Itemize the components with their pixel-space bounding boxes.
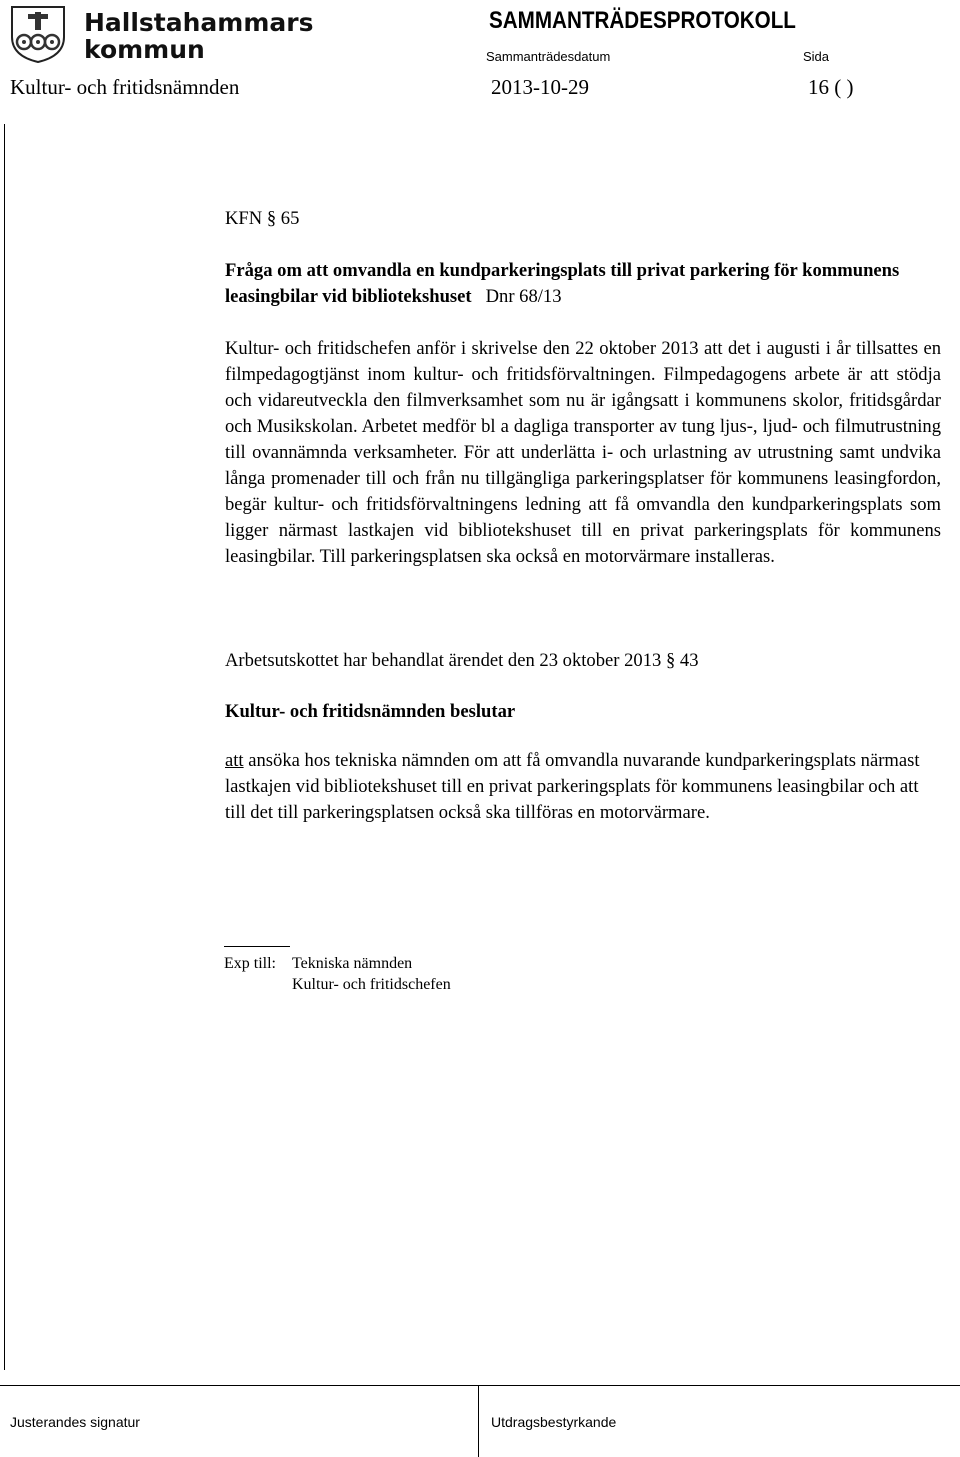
section-title xyxy=(225,258,941,310)
coat-of-arms-icon xyxy=(8,4,68,64)
decision-att: att xyxy=(225,750,244,771)
logo-wordmark-line2: kommun xyxy=(84,35,205,64)
distribution-label: Exp till: xyxy=(224,955,276,972)
meeting-date: 2013-10-29 xyxy=(491,75,589,99)
footer-divider xyxy=(478,1386,479,1457)
distribution-recipient: Kultur- och fritidschefen xyxy=(292,976,451,993)
distribution-list xyxy=(224,953,451,995)
decision-heading: Kultur- och fritidsnämnden beslutar xyxy=(225,701,516,722)
signature-footer xyxy=(0,1385,960,1457)
extract-label: Utdragsbestyrkande xyxy=(491,1414,617,1430)
distribution-recipient: Tekniska nämnden xyxy=(292,955,413,972)
committee-note: Arbetsutskottet har behandlat ärendet den 23 oktober 2013 § 43 xyxy=(225,650,699,671)
margin-rule xyxy=(4,124,5,1370)
decision-body: ansöka hos tekniska nämnden om att få omvandla nuvarande kundparkeringsplats närmast lastkajen vid bibliotekshuset till en privat parkeringsplats för kommunens leasingbilar och att till det till parkeringsplatsen också ska tillföras en motorvärmare. xyxy=(225,750,920,823)
body-paragraph: Kultur- och fritidschefen anför i skrivelse den 22 oktober 2013 att det i augusti i år tillsattes en filmpedagogtjänst inom kultur- och fritidsförvaltningen. Filmpedagogens arbete är att stödja och vidareutveckla den filmverksamhet som nu är igångsatt i kommunens skolor, fritidsgårdar och Musikskolan. Arbetet medför bl a dagliga transporter av tung ljus-, ljud- och filmutrustning till ovannämnda verksamheter. För att underlätta i- och urlastning av utrustning samt undvika långa promenader till och från nu tillgängliga parkeringsplatser för kommunens leasingfordon, begär kultur- och fritidsförvaltningens ledning att få omvandla den kundparkeringsplats som ligger närmast lastkajen vid bibliotekshuset till en privat parkeringsplats för kommunens leasingbilar. Till parkeringsplatsen ska också en motorvärmare installeras. xyxy=(225,338,941,567)
municipality-logo xyxy=(8,4,314,66)
distribution-rule xyxy=(224,946,290,947)
page-label: Sida xyxy=(803,49,830,64)
section-number: KFN § 65 xyxy=(225,208,300,229)
committee-name: Kultur- och fritidsnämnden xyxy=(10,75,240,99)
case-number: Dnr 68/13 xyxy=(485,286,562,307)
signature-label: Justerandes signatur xyxy=(10,1414,140,1430)
decision-text xyxy=(225,748,941,826)
meeting-date-label: Sammanträdesdatum xyxy=(486,49,611,64)
logo-wordmark-line1: Hallstahammars xyxy=(84,8,314,37)
page-number: 16 ( ) xyxy=(808,75,854,99)
document-type: SAMMANTRÄDESPROTOKOLL xyxy=(489,7,796,34)
section-title-text: Fråga om att omvandla en kundparkeringsplats till privat parkering för kommunens leasingbilar vid bibliotekshuset xyxy=(225,260,900,307)
